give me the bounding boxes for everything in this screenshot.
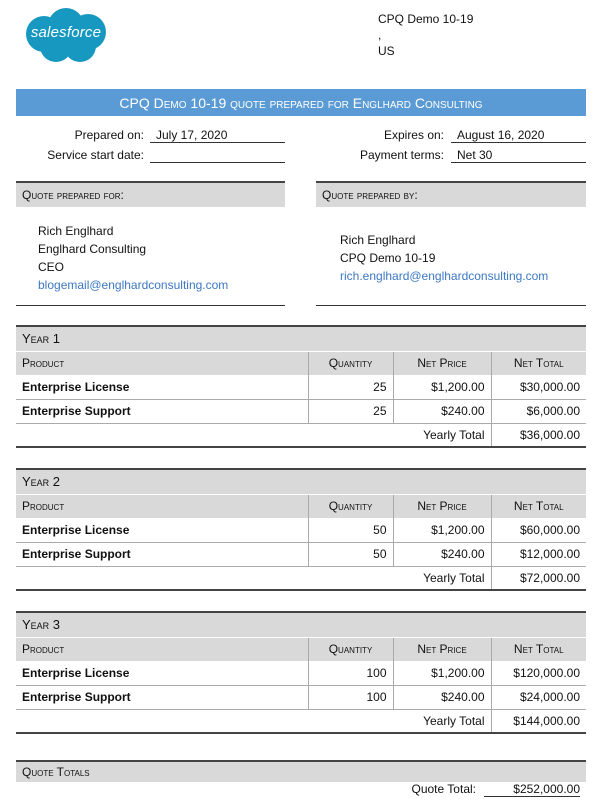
product-name: Enterprise Support bbox=[16, 542, 308, 566]
divider bbox=[16, 305, 285, 306]
expires-on-value: August 16, 2020 bbox=[451, 128, 586, 143]
quantity: 25 bbox=[308, 399, 393, 423]
year-label: Year 1 bbox=[16, 326, 586, 351]
product-name: Enterprise License bbox=[16, 518, 308, 542]
quote-title: CPQ Demo 10-19 quote prepared for Englhard Consulting bbox=[16, 89, 586, 116]
quantity: 100 bbox=[308, 661, 393, 685]
year-table bbox=[16, 325, 586, 448]
yearly-total-label: Yearly Total bbox=[393, 566, 491, 590]
table-row bbox=[16, 518, 586, 542]
yearly-total-row bbox=[16, 709, 586, 733]
payment-terms-label: Payment terms: bbox=[359, 148, 444, 162]
yearly-total-value: $144,000.00 bbox=[491, 709, 586, 733]
company-country: US bbox=[378, 44, 395, 58]
prepared-by-info bbox=[340, 231, 548, 285]
quantity: 100 bbox=[308, 685, 393, 709]
prepared-by-company: CPQ Demo 10-19 bbox=[340, 251, 436, 265]
col-header-product: Product bbox=[16, 494, 308, 518]
spacer bbox=[308, 709, 393, 733]
prepared-for-title: CEO bbox=[38, 260, 65, 274]
year-header-row bbox=[16, 469, 586, 494]
prepared-by-name: Rich Englhard bbox=[340, 233, 416, 247]
net-total: $12,000.00 bbox=[491, 542, 586, 566]
yearly-total-row bbox=[16, 566, 586, 590]
expires-on-label: Expires on: bbox=[383, 128, 444, 142]
year-header-row bbox=[16, 612, 586, 637]
col-header-product: Product bbox=[16, 637, 308, 661]
year-table bbox=[16, 611, 586, 734]
col-header-net-price: Net Price bbox=[393, 494, 491, 518]
company-address-line: , bbox=[378, 28, 382, 42]
prepared-for-company: Englhard Consulting bbox=[38, 242, 147, 256]
column-header-row bbox=[16, 637, 586, 661]
quote-total-value: $252,000.00 bbox=[484, 782, 580, 797]
net-price: $240.00 bbox=[393, 542, 491, 566]
product-name: Enterprise License bbox=[16, 661, 308, 685]
net-price: $240.00 bbox=[393, 399, 491, 423]
payment-terms-value: Net 30 bbox=[451, 148, 586, 163]
spacer bbox=[16, 566, 308, 590]
service-start-value bbox=[150, 148, 285, 163]
table-row bbox=[16, 685, 586, 709]
yearly-total-value: $72,000.00 bbox=[491, 566, 586, 590]
year-table bbox=[16, 468, 586, 591]
net-total: $6,000.00 bbox=[491, 399, 586, 423]
net-price: $240.00 bbox=[393, 685, 491, 709]
yearly-total-value: $36,000.00 bbox=[491, 423, 586, 447]
table-row bbox=[16, 399, 586, 423]
yearly-total-row bbox=[16, 423, 586, 447]
spacer bbox=[16, 709, 308, 733]
net-total: $120,000.00 bbox=[491, 661, 586, 685]
net-price: $1,200.00 bbox=[393, 661, 491, 685]
col-header-quantity: Quantity bbox=[308, 494, 393, 518]
column-header-row bbox=[16, 351, 586, 375]
quote-total-label: Quote Total: bbox=[411, 782, 476, 796]
spacer bbox=[308, 423, 393, 447]
spacer bbox=[308, 566, 393, 590]
yearly-total-label: Yearly Total bbox=[393, 423, 491, 447]
yearly-total-label: Yearly Total bbox=[393, 709, 491, 733]
column-header-row bbox=[16, 494, 586, 518]
logo-text: salesforce bbox=[30, 24, 102, 41]
quote-totals-header: Quote Totals bbox=[16, 760, 586, 782]
year-label: Year 3 bbox=[16, 612, 586, 637]
divider bbox=[316, 305, 586, 306]
prepared-for-email[interactable]: blogemail@englhardconsulting.com bbox=[38, 278, 229, 292]
year-header-row bbox=[16, 326, 586, 351]
col-header-quantity: Quantity bbox=[308, 351, 393, 375]
year-label: Year 2 bbox=[16, 469, 586, 494]
col-header-net-total: Net Total bbox=[491, 351, 586, 375]
prepared-for-header: Quote prepared for: bbox=[16, 181, 285, 207]
net-price: $1,200.00 bbox=[393, 375, 491, 399]
service-start-label: Service start date: bbox=[47, 148, 144, 162]
col-header-net-total: Net Total bbox=[491, 637, 586, 661]
quantity: 25 bbox=[308, 375, 393, 399]
product-name: Enterprise License bbox=[16, 375, 308, 399]
product-name: Enterprise Support bbox=[16, 399, 308, 423]
col-header-product: Product bbox=[16, 351, 308, 375]
net-price: $1,200.00 bbox=[393, 518, 491, 542]
prepared-by-email[interactable]: rich.englhard@englhardconsulting.com bbox=[340, 269, 549, 283]
quantity: 50 bbox=[308, 518, 393, 542]
prepared-on-label: Prepared on: bbox=[74, 128, 144, 142]
company-name: CPQ Demo 10-19 bbox=[378, 12, 474, 26]
spacer bbox=[16, 423, 308, 447]
table-row bbox=[16, 542, 586, 566]
quantity: 50 bbox=[308, 542, 393, 566]
net-total: $24,000.00 bbox=[491, 685, 586, 709]
col-header-net-total: Net Total bbox=[491, 494, 586, 518]
prepared-by-header: Quote prepared by: bbox=[316, 181, 586, 207]
col-header-net-price: Net Price bbox=[393, 351, 491, 375]
net-total: $60,000.00 bbox=[491, 518, 586, 542]
table-row bbox=[16, 375, 586, 399]
prepared-on-value: July 17, 2020 bbox=[150, 128, 285, 143]
prepared-for-info bbox=[38, 222, 228, 294]
prepared-for-name: Rich Englhard bbox=[38, 224, 114, 238]
product-name: Enterprise Support bbox=[16, 685, 308, 709]
col-header-net-price: Net Price bbox=[393, 637, 491, 661]
net-total: $30,000.00 bbox=[491, 375, 586, 399]
table-row bbox=[16, 661, 586, 685]
col-header-quantity: Quantity bbox=[308, 637, 393, 661]
